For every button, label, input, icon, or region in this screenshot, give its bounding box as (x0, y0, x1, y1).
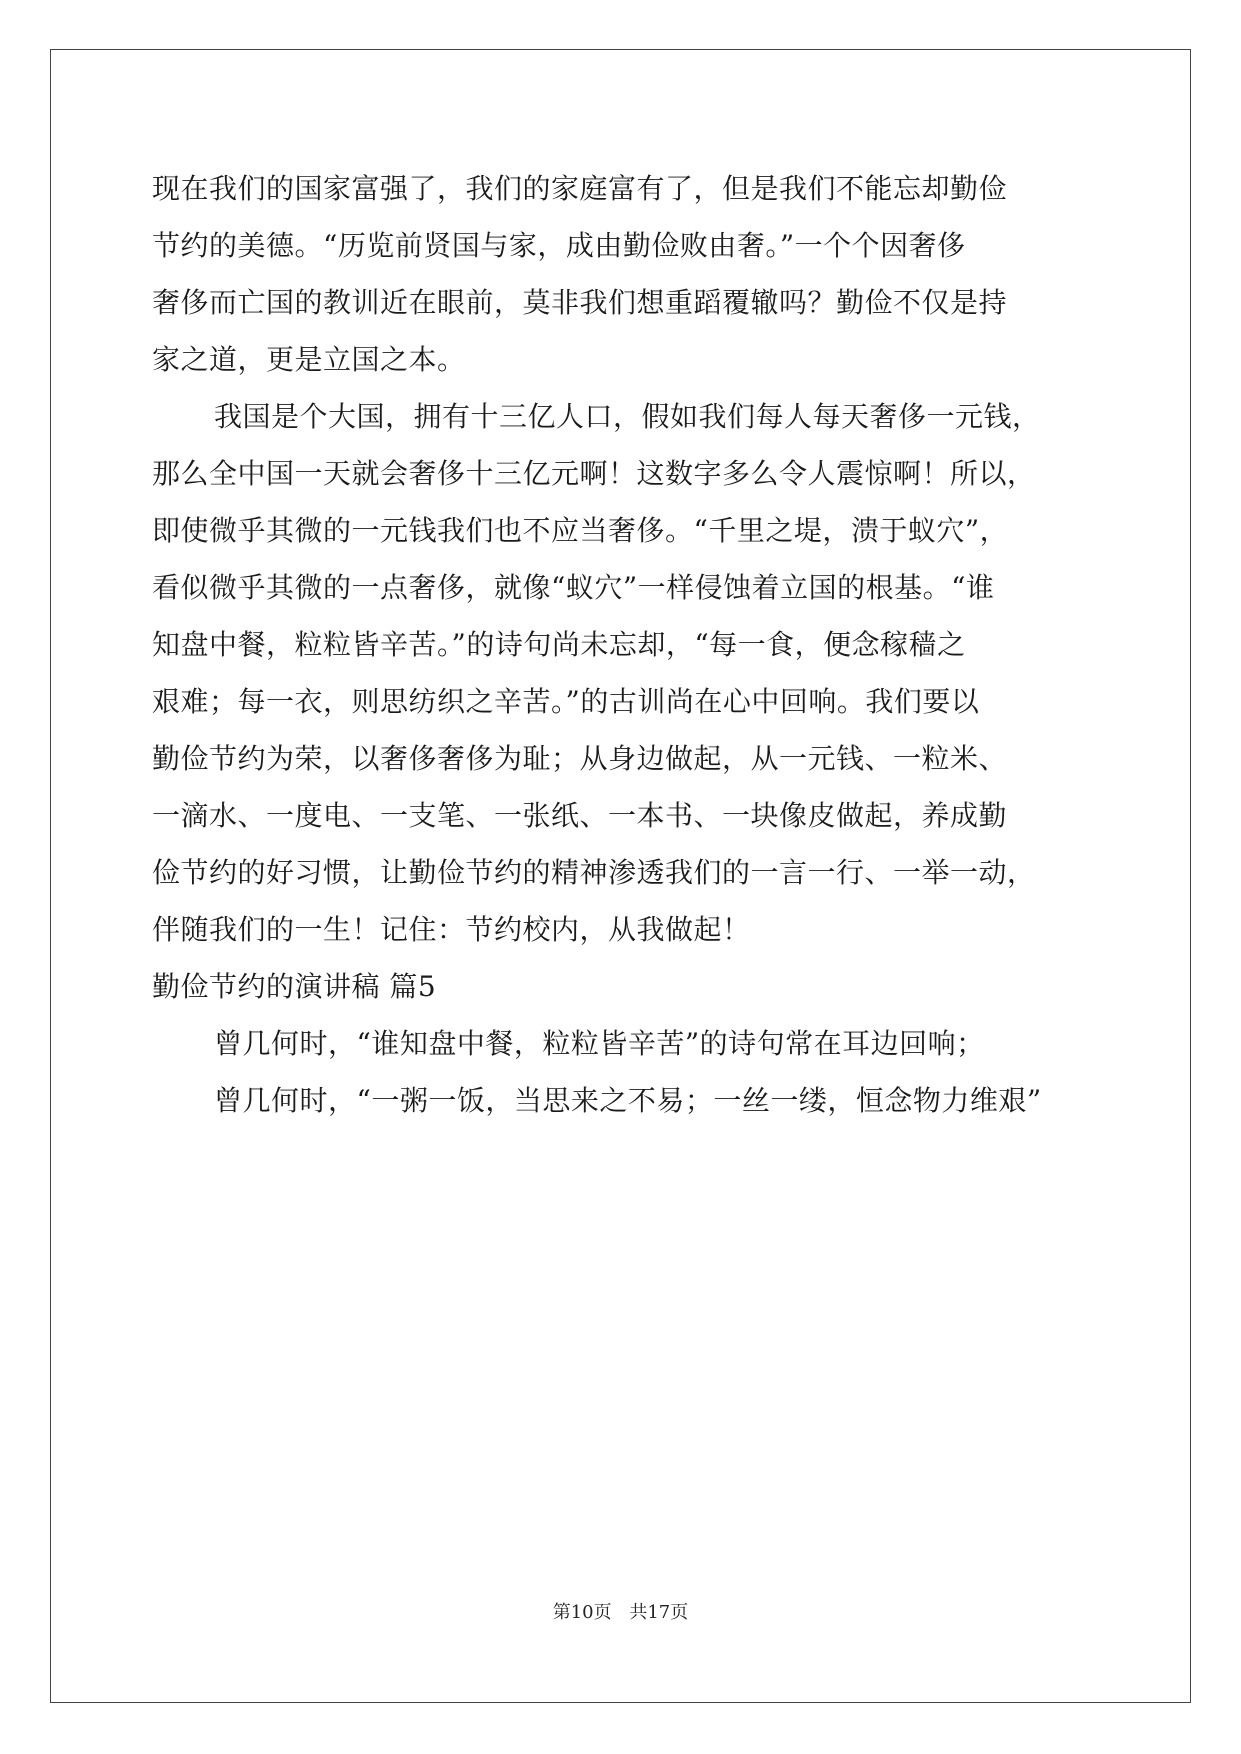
text-line: 俭节约的好习惯，让勤俭节约的精神渗透我们的一言一行、一举一动， (152, 856, 1036, 889)
page-number-current: 第10页 (552, 1602, 612, 1623)
text-line: 知盘中餐，粒粒皆辛苦。”的诗句尚未忘却，“每一食，便念稼穑之 (152, 628, 966, 661)
text-line: 奢侈而亡国的教训近在眼前，莫非我们想重蹈覆辙吗？勤俭不仅是持 (152, 286, 1008, 319)
document-body (152, 160, 1112, 1129)
text-line: 伴随我们的一生！记住：节约校内，从我做起！ (152, 913, 751, 946)
section-heading: 勤俭节约的演讲稿 篇5 (152, 970, 437, 1003)
text-line: 现在我们的国家富强了，我们的家庭富有了，但是我们不能忘却勤俭 (152, 172, 1008, 205)
text-line: 一滴水、一度电、一支笔、一张纸、一本书、一块像皮做起，养成勤 (152, 799, 1008, 832)
text-line: 勤俭节约为荣，以奢侈奢侈为耻；从身边做起，从一元钱、一粒米、 (152, 742, 1008, 775)
text-line: 我国是个大国，拥有十三亿人口，假如我们每人每天奢侈一元钱， (214, 400, 1041, 433)
text-line: 节约的美德。“历览前贤国与家，成由勤俭败由奢。”一个个因奢侈 (152, 229, 966, 262)
text-line: 艰难；每一衣，则思纺织之辛苦。”的古训尚在心中回响。我们要以 (152, 685, 980, 718)
text-line: 家之道，更是立国之本。 (152, 343, 466, 376)
text-line: 那么全中国一天就会奢侈十三亿元啊！这数字多么令人震惊啊！所以， (152, 457, 1036, 490)
page-number-total: 共17页 (629, 1602, 689, 1623)
text-line: 看似微乎其微的一点奢侈，就像“蚁穴”一样侵蚀着立国的根基。“谁 (152, 571, 995, 604)
text-line: 曾几何时，“一粥一饭，当思来之不易；一丝一缕，恒念物力维艰” (214, 1084, 1042, 1117)
text-line: 曾几何时，“谁知盘中餐，粒粒皆辛苦”的诗句常在耳边回响； (214, 1027, 985, 1060)
text-line: 即使微乎其微的一元钱我们也不应当奢侈。“千里之堤，溃于蚁穴”， (152, 514, 1009, 547)
page-footer (0, 1598, 1241, 1624)
